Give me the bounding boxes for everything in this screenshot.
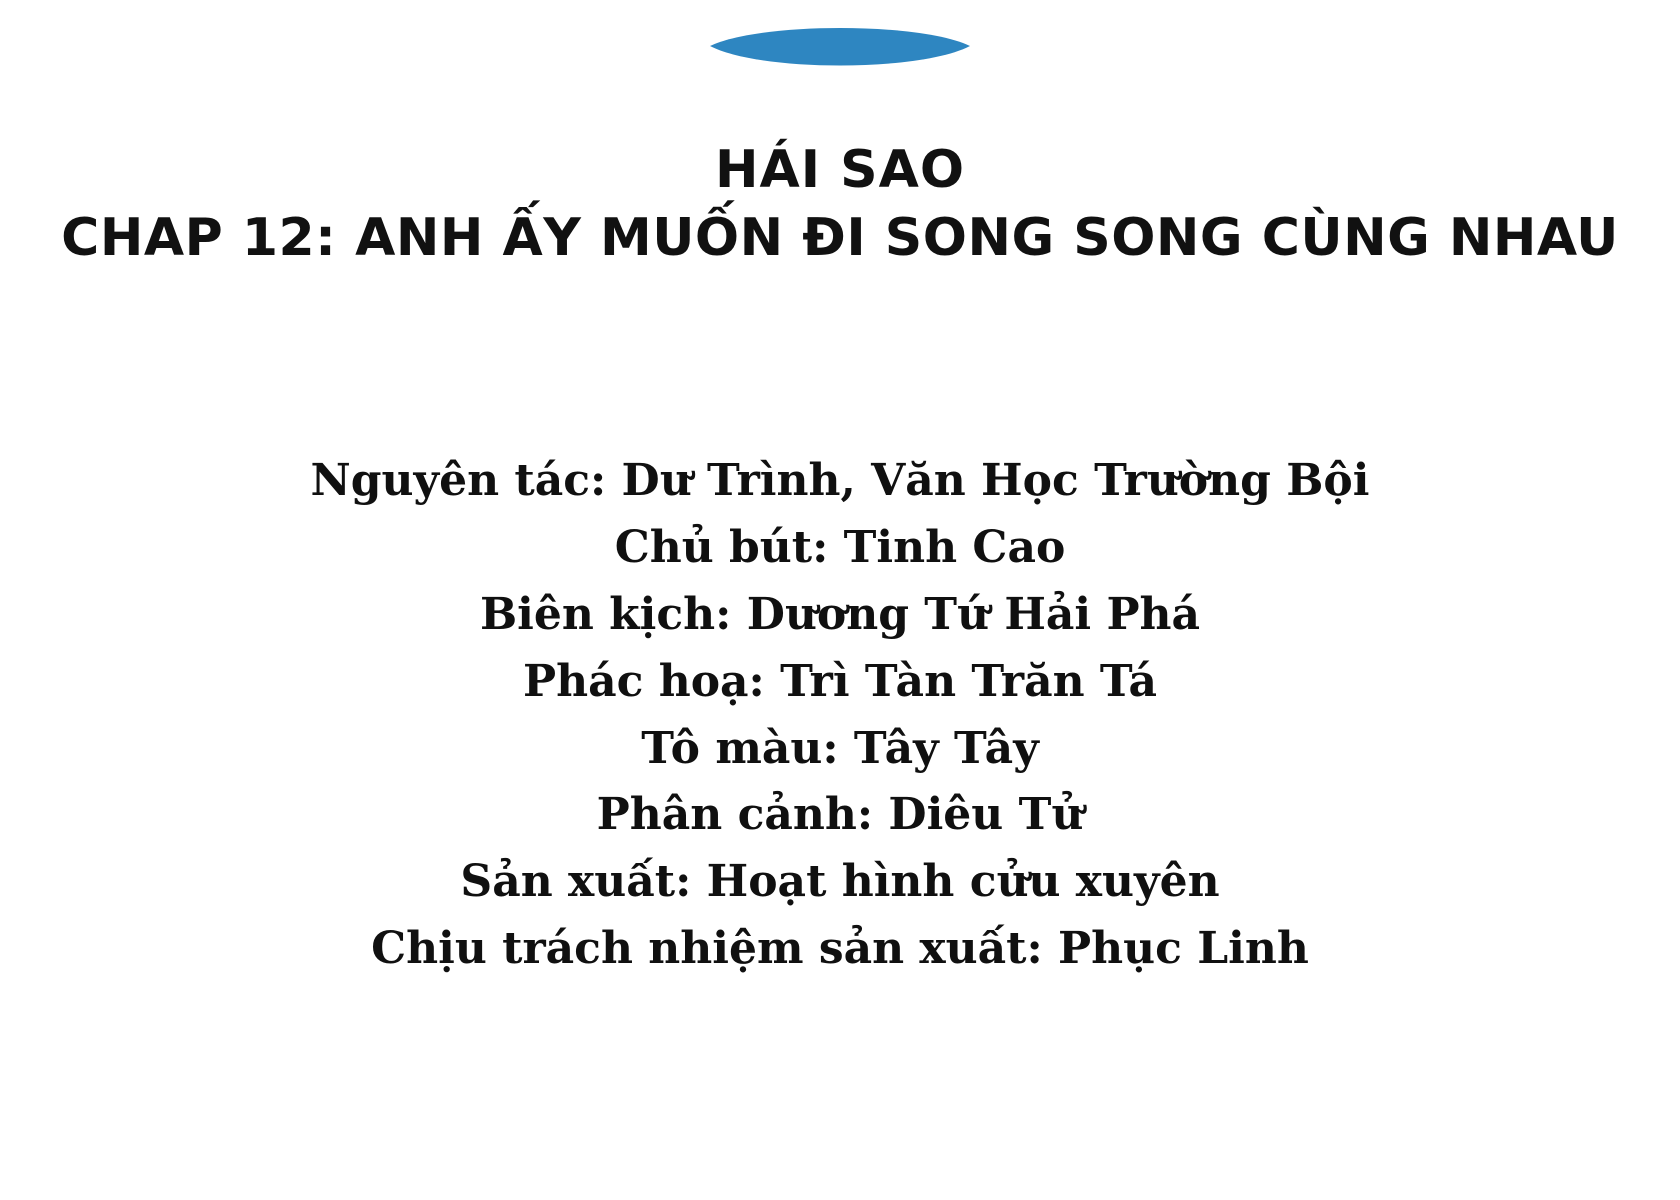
chapter-title: CHAP 12: ANH ẤY MUỐN ĐI SONG SONG CÙNG NHAU xyxy=(61,208,1619,269)
surfer-wave-logo-icon xyxy=(690,0,990,94)
page-title: HÁI SAO xyxy=(714,140,966,200)
credit-line-sketch: Phác hoạ: Trì Tàn Trăn Tá xyxy=(523,655,1157,707)
credit-line-screenwriter: Biên kịch: Dương Tứ Hải Phá xyxy=(479,588,1201,640)
credit-line-original-author: Nguyên tác: Dư Trình, Văn Học Trường Bội xyxy=(310,455,1370,506)
credit-line-colorist: Tô màu: Tây Tây xyxy=(641,722,1039,774)
credit-line-executive-producer: Chịu trách nhiệm sản xuất: Phục Linh xyxy=(371,923,1309,975)
credit-line-production: Sản xuất: Hoạt hình cửu xuyên xyxy=(460,856,1220,908)
title-block xyxy=(0,140,1680,269)
credit-line-chief-editor: Chủ bút: Tinh Cao xyxy=(614,521,1066,573)
credits-list xyxy=(0,448,1680,983)
credit-line-storyboard: Phân cảnh: Diêu Tử xyxy=(596,789,1084,841)
